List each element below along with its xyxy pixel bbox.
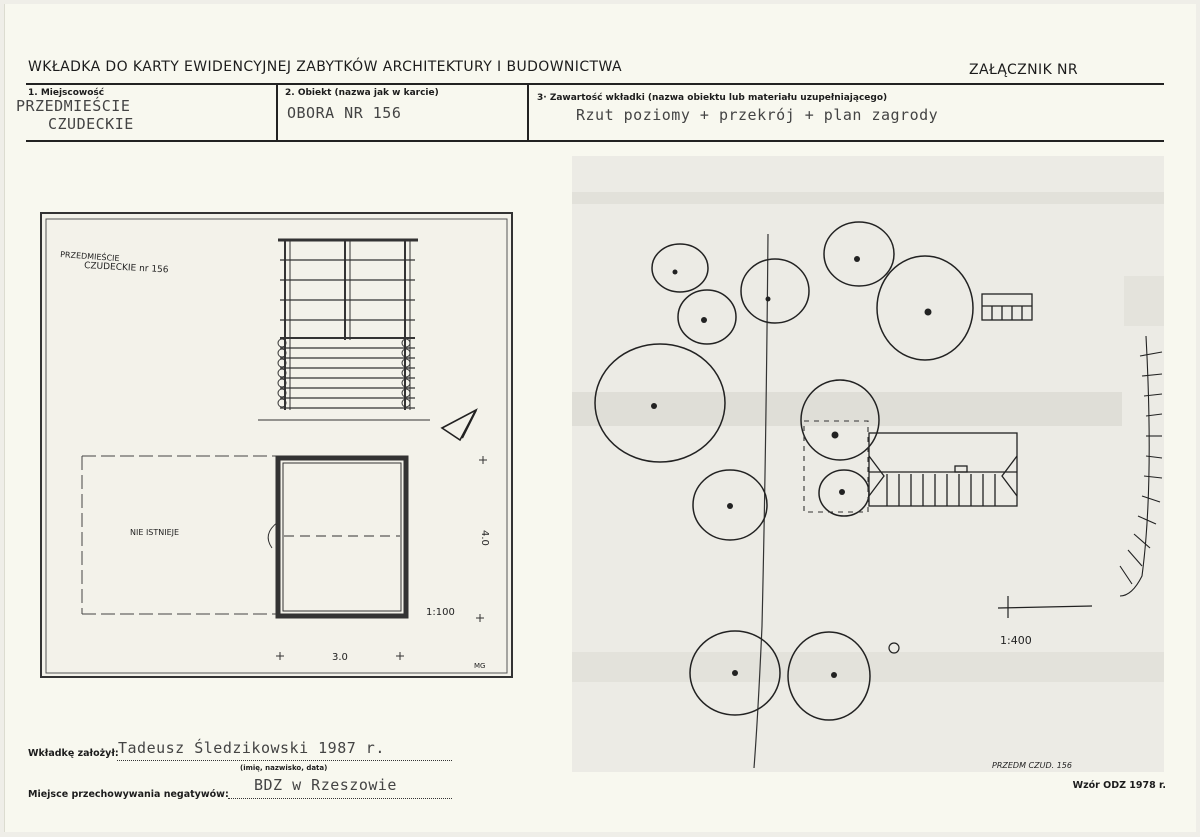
founded-by-value: Tadeusz Śledzikowski 1987 r.	[118, 739, 385, 757]
negatives-storage-line	[228, 798, 452, 799]
negatives-storage-value: BDZ w Rzeszowie	[254, 776, 397, 794]
plan-depth-dimension: 4.0	[479, 530, 490, 546]
founded-by-line	[117, 760, 452, 761]
header-rule-bottom	[26, 140, 1164, 142]
negatives-storage-label: Miejsce przechowywania negatywów:	[28, 789, 229, 800]
form-pattern-note: Wzór ODZ 1978 r.	[1072, 780, 1166, 791]
site-plan-drawing	[572, 156, 1164, 772]
field-divider-1	[276, 84, 278, 140]
content-label: 3· Zawartość wkładki (nazwa obiektu lub materiału uzupełniającego)	[537, 93, 888, 103]
attachment-number-label: ZAŁĄCZNIK NR	[969, 62, 1078, 78]
locality-value-line2: CZUDECKIE	[48, 115, 134, 133]
site-plan-scale: 1:400	[1000, 634, 1032, 647]
drafter-initials: MG	[474, 662, 486, 670]
left-drawing-scale: 1:100	[426, 607, 455, 618]
object-value: OBORA NR 156	[287, 104, 402, 122]
field-divider-2	[527, 84, 529, 140]
founded-by-label: Wkładkę założył:	[28, 748, 119, 759]
not-existing-label: NIE ISTNIEJE	[130, 528, 180, 537]
locality-label: 1. Miejscowość	[28, 88, 105, 98]
drawing-caption-line1: PRZEDMIEŚCIE	[59, 250, 120, 264]
content-value: Rzut poziomy + przekrój + plan zagrody	[576, 106, 939, 124]
barn-elevation-and-plan-drawing	[40, 212, 515, 680]
plan-width-dimension: 3.0	[332, 652, 348, 663]
header-rule-top	[26, 83, 1164, 85]
site-plan-footer-note: PRZEDM CZUD. 156	[992, 761, 1072, 770]
locality-value-line1: PRZEDMIEŚCIE	[16, 97, 131, 115]
founded-by-hint: (imię, nazwisko, data)	[240, 764, 328, 772]
object-label: 2. Obiekt (nazwa jak w karcie)	[285, 88, 439, 98]
form-title: WKŁADKA DO KARTY EWIDENCYJNEJ ZABYTKÓW ARCHITEKTURY I BUDOWNICTWA	[28, 59, 622, 75]
drawing-caption-line2: CZUDECKIE nr 156	[83, 261, 169, 276]
